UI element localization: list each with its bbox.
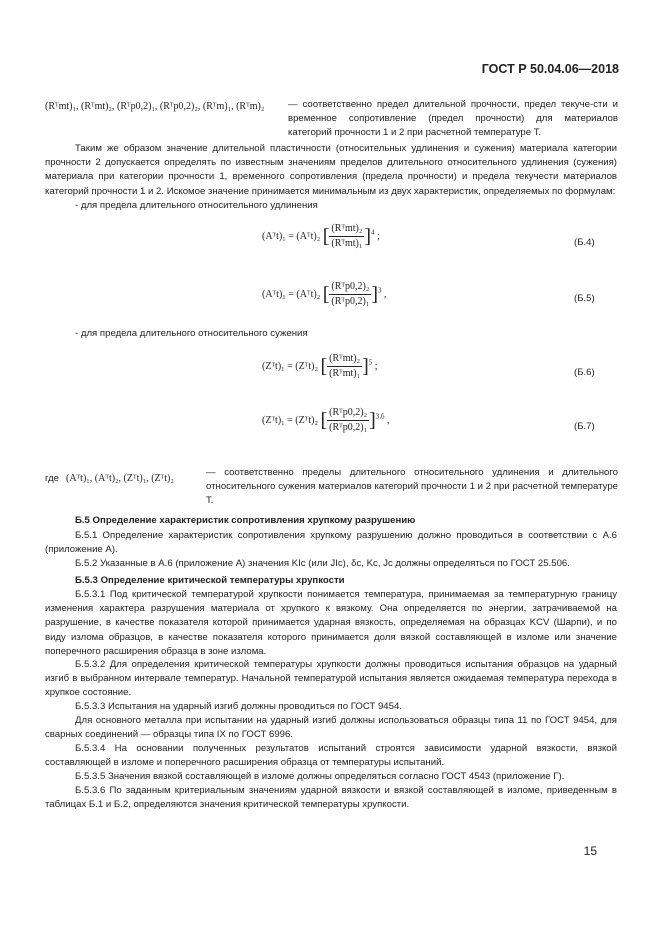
- section-b53-p7: Б.5.3.6 По заданным критериальным значениям ударной вязкости и вязкой составляющей в изломе, приведенным в таблицах Б.1 и Б.2, определяются значения критической температуры хрупкости.: [45, 785, 617, 811]
- formula-b5-label: (Б.5): [574, 293, 595, 304]
- formula-b4: (Aᵀt)₁ = (Aᵀt)₂ [ $\frac{\text{(Rᵀmt)₂}}{\text{(Rᵀmt)₁}}$ ]$^4$ ;: [262, 222, 380, 251]
- formula-b4-label: (Б.4): [574, 237, 595, 248]
- section-b53-p2: Б.5.3.2 Для определения критической температуры хрупкости должны проводиться испытания образцов на ударный изгиб в выбранном интервале температур. Начальной температурой испытания является ожидаемая температура перехода в хрупкое состояние.: [45, 659, 617, 699]
- formula-b4-exponent: 4: [371, 228, 375, 237]
- formula-b6-label: (Б.6): [574, 367, 595, 378]
- paragraph-ductility: Таким же образом значение длительной пластичности (относительных удлинения и сужения) материала категории прочности 2 допускается определять по известным значениям пределов длительного относительного удлинения (сужения) материала при категории прочности 1, временного сопротивления (предела прочности) и предела текучести материалов категорий прочности 1 и 2. Искомое значение принимается минимальным из двух характеристик, определяемых по формулам:: [45, 143, 617, 197]
- section-b53-p1: Б.5.3.1 Под критической температурой хрупкости понимается температура, принимаемая за температурную границу изменения характера разрушения материала от хрупкого к вязкому. Она определяется по энергии, затрачиваемой на разрушение, в качестве показателя которой принимается ударная вязкость, определяемая на образцах KCV (Шарпи), и по виду излома образцов, в качестве показателя которого принимается доля вязкой составляющей в изломе или значение поперечного расширения образца в зоне излома.: [45, 589, 617, 657]
- formula-b7-denominator: (Rᵀp0,2)₁: [329, 422, 368, 434]
- section-b53-p5: Б.5.3.4 На основании полученных результатов испытаний строятся зависимости ударной вязкости, вязкой составляющей в изломе и поперечного расширения образца от температуры испытаний.: [45, 743, 617, 769]
- formula-b7-tail: ,: [387, 415, 390, 426]
- formula-b5-exponent: 3: [377, 286, 382, 295]
- symbols-description: — соответственно предел длительной прочности, предел текуче-сти и временное сопротивление (предел прочности) для материалов категорий прочности 1 и 2 при расчетной температуре T.: [288, 99, 618, 139]
- formula-b4-tail: ;: [377, 231, 380, 242]
- formula-b6-exponent: 5: [368, 358, 373, 367]
- formula-b6-denominator: (Rᵀmt)₁: [329, 368, 361, 380]
- formula-b4-left: (Aᵀt)₁ = (Aᵀt)₂: [262, 231, 321, 242]
- formula-b5-tail: ,: [383, 289, 387, 300]
- section-b53-title: Б.5.3 Определение критической температуры хрупкости: [75, 575, 345, 586]
- section-b5-title: Б.5 Определение характеристик сопротивления хрупкому разрушению: [75, 515, 416, 526]
- formula-b6-tail: ;: [374, 361, 378, 372]
- section-b5-p1: Б.5.1 Определение характеристик сопротивления хрупкому разрушению должно проводиться в соответствии с А.6 (приложение А).: [45, 530, 617, 556]
- section-b5-p2: Б.5.2 Указанные в А.6 (приложение А) значения KIc (или JIc), δc, Kc, Jc должны определяться по ГОСТ 25.506.: [75, 558, 570, 569]
- document-id: ГОСТ Р 50.04.06—2018: [481, 62, 619, 76]
- formula-b5-left: (Aᵀt)₁ = (Aᵀt)₂: [262, 289, 321, 300]
- list-item-elongation: - для предела длительного относительного удлинения: [75, 200, 318, 211]
- formula-b6-numerator: (Rᵀmt)₂: [327, 352, 362, 367]
- formula-b5-denominator: (Rᵀp0,2)₁: [331, 296, 370, 308]
- section-b53-p6: Б.5.3.5 Значения вязкой составляющей в изломе должны определяться согласно ГОСТ 4543 (приложение Г).: [75, 771, 565, 782]
- section-b53-p3: Б.5.3.3 Испытания на ударный изгиб должны проводиться по ГОСТ 9454.: [75, 701, 402, 712]
- formula-b7-numerator: (Rᵀp0,2)₂: [327, 406, 369, 421]
- section-b53-p4: Для основного металла при испытании на ударный изгиб должны использоваться образцы типа 11 по ГОСТ 9454, для сварных соединений — образцы типа IX по ГОСТ 6996.: [45, 715, 617, 741]
- symbols-formula: (Rᵀmt)₁, (Rᵀmt)₂, (Rᵀp0,2)₁, (Rᵀp0,2)₂, (Rᵀm)₁, (Rᵀm)₂: [45, 101, 265, 112]
- formula-b7-left: (Zᵀt)₁ = (Zᵀt)₂: [262, 415, 318, 426]
- formula-b6-left: (Zᵀt)₁ = (Zᵀt)₂: [262, 361, 318, 372]
- page-number: 15: [583, 844, 597, 858]
- formula-b7: (Zᵀt)₁ = (Zᵀt)₂ [ $\frac{\text{(Rᵀp0,2)₂}}{\text{(Rᵀp0,2)₁}}$ ]$^{3,6}$ ,: [262, 406, 390, 435]
- formula-b7-exponent: 3,6: [375, 412, 385, 421]
- where-prefix: где: [45, 473, 60, 484]
- list-item-contraction: - для предела длительного относительного сужения: [75, 328, 308, 339]
- formula-b5-numerator: (Rᵀp0,2)₂: [329, 280, 371, 295]
- formula-b5: (Aᵀt)₁ = (Aᵀt)₂ [ $\frac{\text{(Rᵀp0,2)₂}}{\text{(Rᵀp0,2)₁}}$ ]$^3$ ,: [262, 280, 386, 309]
- where-formula: (Aᵀt)₁, (Aᵀt)₂, (Zᵀt)₁, (Zᵀt)₂: [66, 473, 174, 484]
- formula-b6: (Zᵀt)₁ = (Zᵀt)₂ [ $\frac{\text{(Rᵀmt)₂}}{\text{(Rᵀmt)₁}}$ ]$^5$ ;: [262, 352, 378, 381]
- formula-b4-numerator: (Rᵀmt)₂: [329, 222, 364, 237]
- formula-b7-label: (Б.7): [574, 421, 595, 432]
- formula-b4-denominator: (Rᵀmt)₁: [331, 238, 363, 250]
- where-description: — соответственно пределы длительного относительного удлинения и длительного относительного сужения материалов категорий прочности 1 и 2 при расчетной температуре T.: [206, 467, 618, 507]
